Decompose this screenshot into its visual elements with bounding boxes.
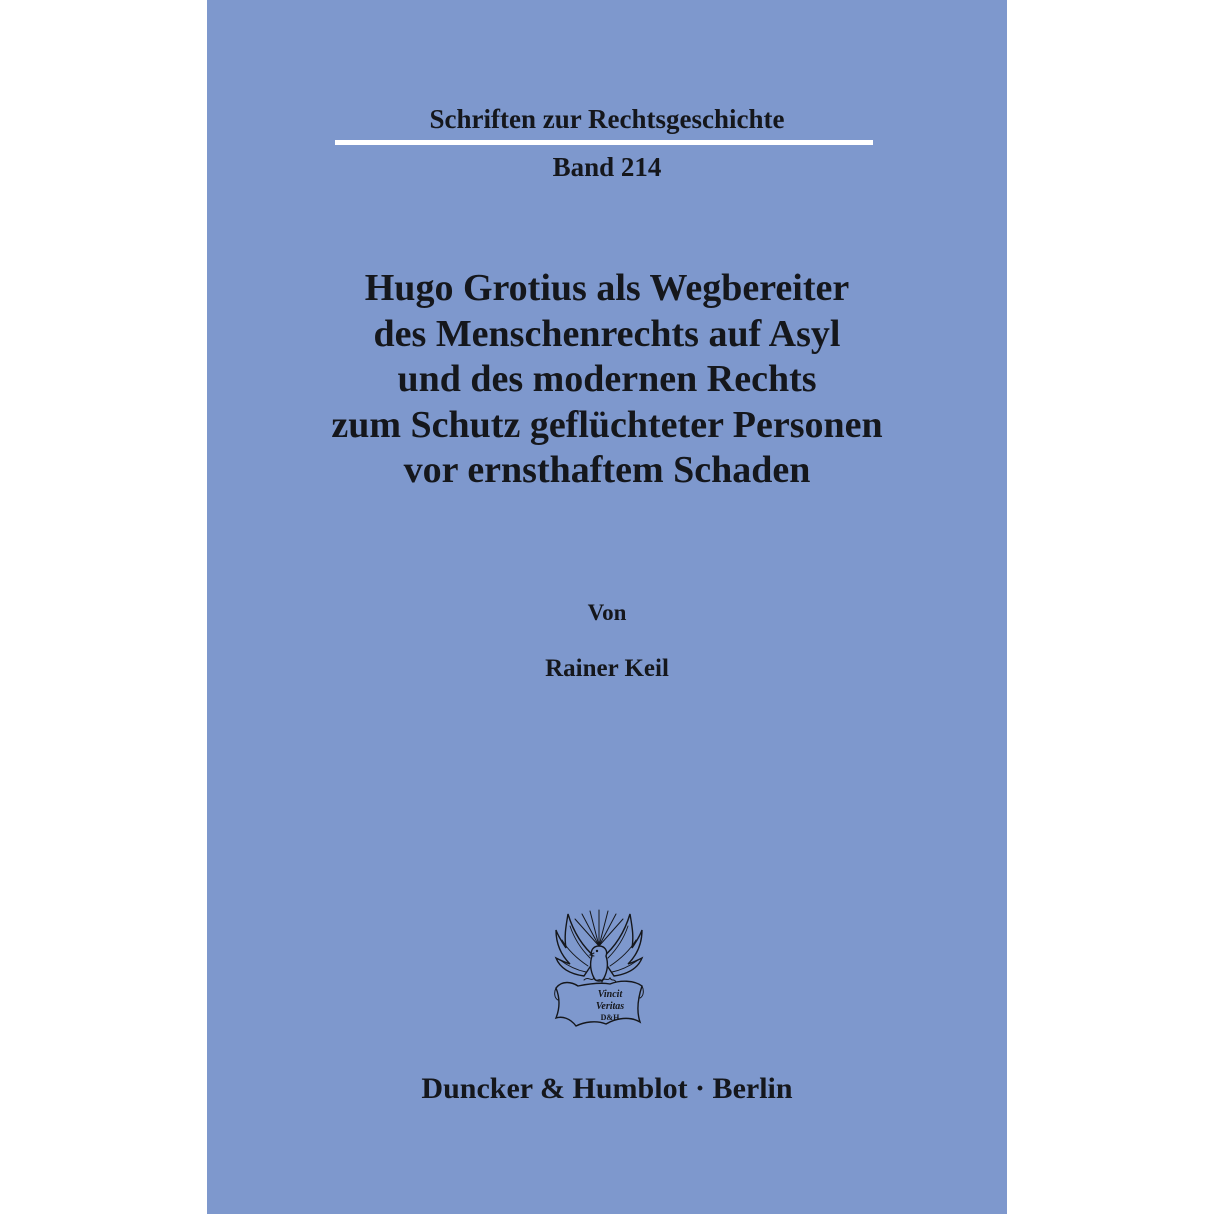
series-name: Schriften zur Rechtsgeschichte [429, 104, 785, 134]
book-title [207, 266, 1007, 494]
logo-monogram: D&H [600, 1013, 620, 1022]
series-divider [335, 140, 873, 145]
author-name: Rainer Keil [545, 655, 669, 682]
book-cover [207, 0, 1007, 1214]
by-label: Von [587, 600, 627, 625]
logo-motto-line2: Veritas [595, 1001, 625, 1012]
title-line: zum Schutz geflüchteter Personen [331, 403, 883, 446]
title-line: des Menschenrechts auf Asyl [373, 312, 841, 355]
publisher-imprint: Duncker & Humblot · Berlin [421, 1072, 793, 1105]
title-line: und des modernen Rechts [397, 358, 817, 400]
volume-number: Band 214 [552, 152, 662, 182]
title-line: Hugo Grotius als Wegbereiter [364, 267, 850, 309]
logo-motto-line1: Vincit [597, 989, 623, 1000]
phoenix-emblem-icon [544, 906, 654, 1030]
title-line: vor ernsthaftem Schaden [403, 449, 811, 491]
